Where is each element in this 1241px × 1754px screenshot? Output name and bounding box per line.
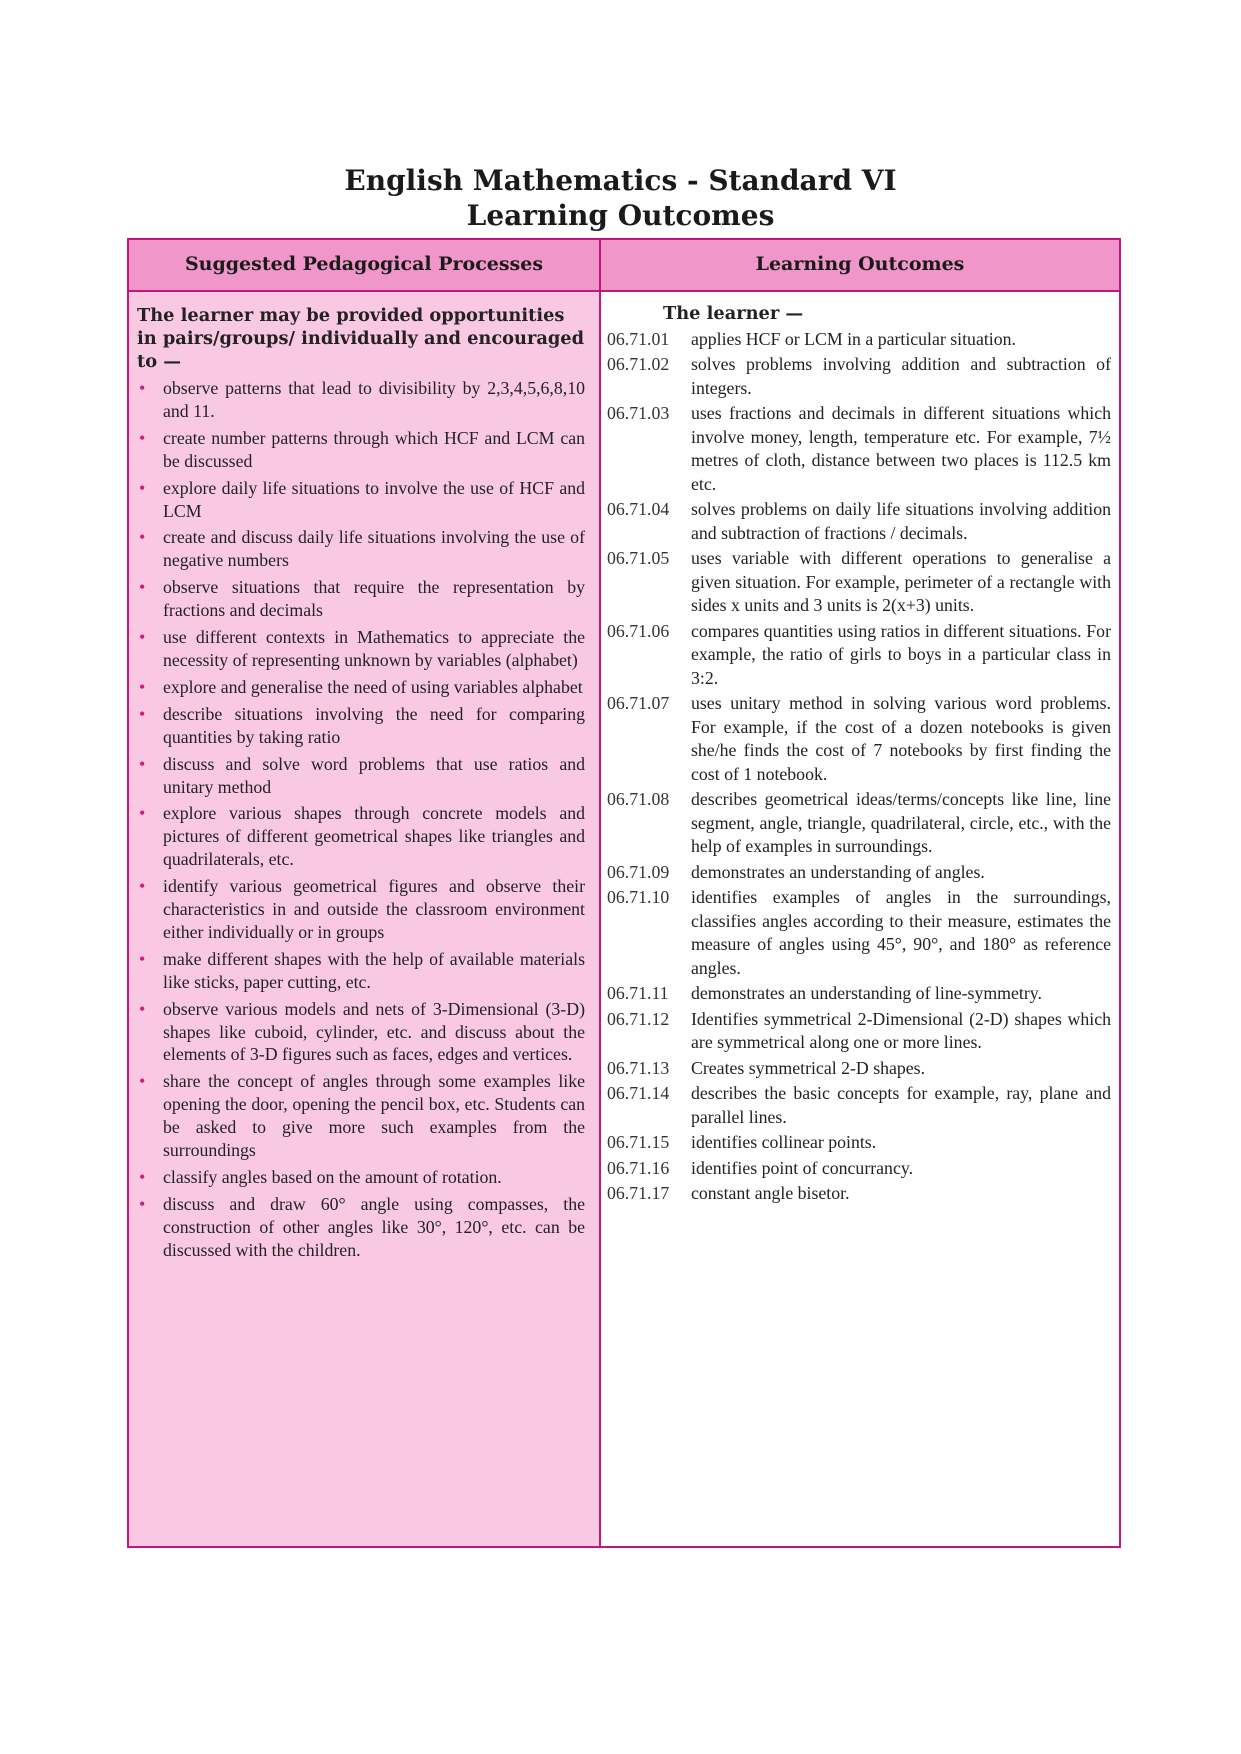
process-item — [137, 377, 585, 423]
process-item — [137, 948, 585, 994]
outcome-code: 06.71.01 — [607, 328, 670, 349]
process-text: share the concept of angles through some examples like opening the door, opening the pencil box, etc. Students can be asked to give more such examples from the surroundings — [163, 1071, 585, 1161]
process-text: create number patterns through which HCF and LCM can be discussed — [163, 427, 585, 471]
outcome-text: Identifies symmetrical 2-Dimensional (2-D) shapes which are symmetrical along one or more lines. — [691, 1008, 1111, 1052]
learning-outcomes-table — [127, 238, 1121, 1548]
process-text: explore daily life situations to involve the use of HCF and LCM — [163, 477, 585, 521]
outcome-text: solves problems involving addition and subtraction of integers. — [691, 354, 1111, 398]
bullet-icon: • — [139, 876, 146, 897]
bullet-icon: • — [139, 803, 146, 824]
outcome-code: 06.71.12 — [607, 1008, 670, 1029]
process-item — [137, 802, 585, 871]
outcome-text: identifies examples of angles in the surroundings, classifies angles according to their measure, estimates the measure of angles using 45°, 90°, and 180° as reference angles. — [691, 887, 1111, 978]
learning-outcomes-column — [601, 292, 1119, 1546]
processes-list — [137, 377, 585, 1262]
bullet-icon: • — [139, 753, 146, 774]
outcome-item — [607, 1131, 1111, 1155]
outcome-code: 06.71.16 — [607, 1157, 670, 1178]
title-line-2: Learning Outcomes — [466, 199, 775, 232]
outcome-text: compares quantities using ratios in different situations. For example, the ratio of girls to boys in a particular class in 3:2. — [691, 620, 1111, 688]
outcome-text: demonstrates an understanding of line-symmetry. — [691, 983, 1042, 1003]
outcome-code: 06.71.03 — [607, 403, 670, 423]
process-item — [137, 753, 585, 799]
outcomes-intro: The learner — — [663, 303, 804, 324]
process-item — [137, 1070, 585, 1162]
process-item — [137, 477, 585, 523]
process-item — [137, 676, 585, 699]
process-text: observe patterns that lead to divisibility by 2,3,4,5,6,8,10 and 11. — [163, 378, 585, 421]
bullet-icon: • — [139, 1071, 146, 1092]
table-header-row — [129, 240, 1119, 292]
outcome-item — [607, 498, 1111, 545]
outcome-code: 06.71.04 — [607, 499, 670, 519]
process-item — [137, 703, 585, 749]
process-text: identify various geometrical figures and observe their characteristics in and outside the classroom environment either individually or in groups — [163, 876, 585, 942]
outcome-text: constant angle bisetor. — [691, 1183, 850, 1203]
process-text: make different shapes with the help of available materials like sticks, paper cutting, etc. — [163, 948, 585, 992]
process-text: discuss and solve word problems that use ratios and unitary method — [163, 753, 585, 797]
process-item — [137, 998, 585, 1067]
outcome-text: Creates symmetrical 2-D shapes. — [691, 1057, 926, 1078]
outcome-item — [607, 692, 1111, 786]
outcome-code: 06.71.11 — [607, 983, 669, 1003]
bullet-icon: • — [139, 948, 146, 969]
outcome-item — [607, 1057, 1111, 1081]
process-item — [137, 1166, 585, 1189]
process-item — [137, 526, 585, 572]
outcome-item — [607, 1157, 1111, 1181]
outcome-item — [607, 1082, 1111, 1129]
outcome-item — [607, 886, 1111, 980]
process-text: discuss and draw 60° angle using compasses, the construction of other angles like 30°, 120°, etc. can be discussed with the children. — [163, 1193, 585, 1260]
process-text: observe various models and nets of 3-Dimensional (3-D) shapes like cuboid, cylinder, etc. and discuss about the elements of 3-D figures such as faces, edges and vertices. — [163, 998, 585, 1065]
outcome-code: 06.71.06 — [607, 620, 670, 641]
bullet-icon: • — [139, 676, 146, 697]
outcome-item — [607, 620, 1111, 691]
page-title — [0, 163, 1241, 233]
outcome-text: describes geometrical ideas/terms/concepts like line, line segment, angle, triangle, quadrilateral, circle, etc., with the help of examples in surroundings. — [691, 789, 1111, 856]
outcome-text: applies HCF or LCM in a particular situation. — [691, 328, 1016, 349]
outcome-code: 06.71.07 — [607, 693, 670, 713]
header-learning-outcomes: Learning Outcomes — [755, 253, 965, 275]
bullet-icon: • — [139, 427, 146, 448]
bullet-icon: • — [139, 477, 146, 498]
outcome-code: 06.71.05 — [607, 548, 670, 568]
processes-intro: The learner may be provided opportunities in pairs/groups/ individually and encouraged to — — [137, 305, 585, 372]
outcome-text: describes the basic concepts for example, ray, plane and parallel lines. — [691, 1083, 1111, 1127]
outcome-code: 06.71.17 — [607, 1183, 670, 1203]
process-item — [137, 626, 585, 672]
outcome-code: 06.71.15 — [607, 1132, 670, 1152]
outcome-item — [607, 788, 1111, 859]
outcome-text: identifies collinear points. — [691, 1132, 877, 1152]
pedagogical-processes-column — [129, 292, 599, 1546]
process-item — [137, 427, 585, 473]
process-item — [137, 1193, 585, 1262]
outcome-item — [607, 982, 1111, 1006]
bullet-icon: • — [139, 703, 146, 724]
outcome-item — [607, 1182, 1111, 1206]
outcome-item — [607, 861, 1111, 885]
outcome-code: 06.71.14 — [607, 1083, 670, 1103]
outcome-text: demonstrates an understanding of angles. — [691, 861, 985, 882]
bullet-icon: • — [139, 1193, 146, 1214]
outcome-item — [607, 328, 1111, 352]
outcome-text: identifies point of concurrancy. — [691, 1157, 914, 1178]
header-pedagogical-processes: Suggested Pedagogical Processes — [184, 253, 544, 275]
process-text: describe situations involving the need for comparing quantities by taking ratio — [163, 703, 585, 747]
process-item — [137, 576, 585, 622]
outcome-code: 06.71.08 — [607, 789, 670, 809]
bullet-icon: • — [139, 627, 146, 648]
bullet-icon: • — [139, 378, 146, 398]
title-line-1: English Mathematics - Standard VI — [344, 164, 897, 197]
outcome-item — [607, 1008, 1111, 1055]
outcomes-list — [607, 328, 1111, 1206]
bullet-icon: • — [139, 527, 146, 548]
outcome-code: 06.71.13 — [607, 1057, 670, 1078]
process-text: create and discuss daily life situations involving the use of negative numbers — [163, 527, 585, 571]
outcome-item — [607, 353, 1111, 400]
bullet-icon: • — [139, 998, 146, 1019]
process-text: explore various shapes through concrete models and pictures of different geometrical shapes like triangles and quadrilaterals, etc. — [163, 803, 585, 870]
outcome-code: 06.71.09 — [607, 861, 670, 882]
outcome-item — [607, 402, 1111, 496]
outcome-text: uses fractions and decimals in different situations which involve money, length, temperature etc. For example, 7½ metres of cloth, distance between two places is 112.5 km etc. — [691, 403, 1111, 494]
bullet-icon: • — [139, 1167, 146, 1187]
outcome-code: 06.71.02 — [607, 354, 670, 374]
process-text: classify angles based on the amount of rotation. — [163, 1167, 502, 1187]
outcome-code: 06.71.10 — [607, 887, 670, 907]
outcome-text: uses variable with different operations to generalise a given situation. For example, perimeter of a rectangle with sides x units and 3 units is 2(x+3) units. — [691, 548, 1111, 615]
process-text: explore and generalise the need of using variables alphabet — [163, 676, 583, 697]
process-text: observe situations that require the representation by fractions and decimals — [163, 577, 585, 621]
outcome-text: uses unitary method in solving various word problems. For example, if the cost of a dozen notebooks is given she/he finds the cost of 7 notebooks by first finding the cost of 1 notebook. — [691, 693, 1111, 784]
bullet-icon: • — [139, 577, 146, 598]
process-text: use different contexts in Mathematics to appreciate the necessity of representing unknown by variables (alphabet) — [163, 627, 585, 670]
outcome-text: solves problems on daily life situations involving addition and subtraction of fractions / decimals. — [691, 499, 1111, 543]
outcome-item — [607, 547, 1111, 618]
process-item — [137, 875, 585, 944]
